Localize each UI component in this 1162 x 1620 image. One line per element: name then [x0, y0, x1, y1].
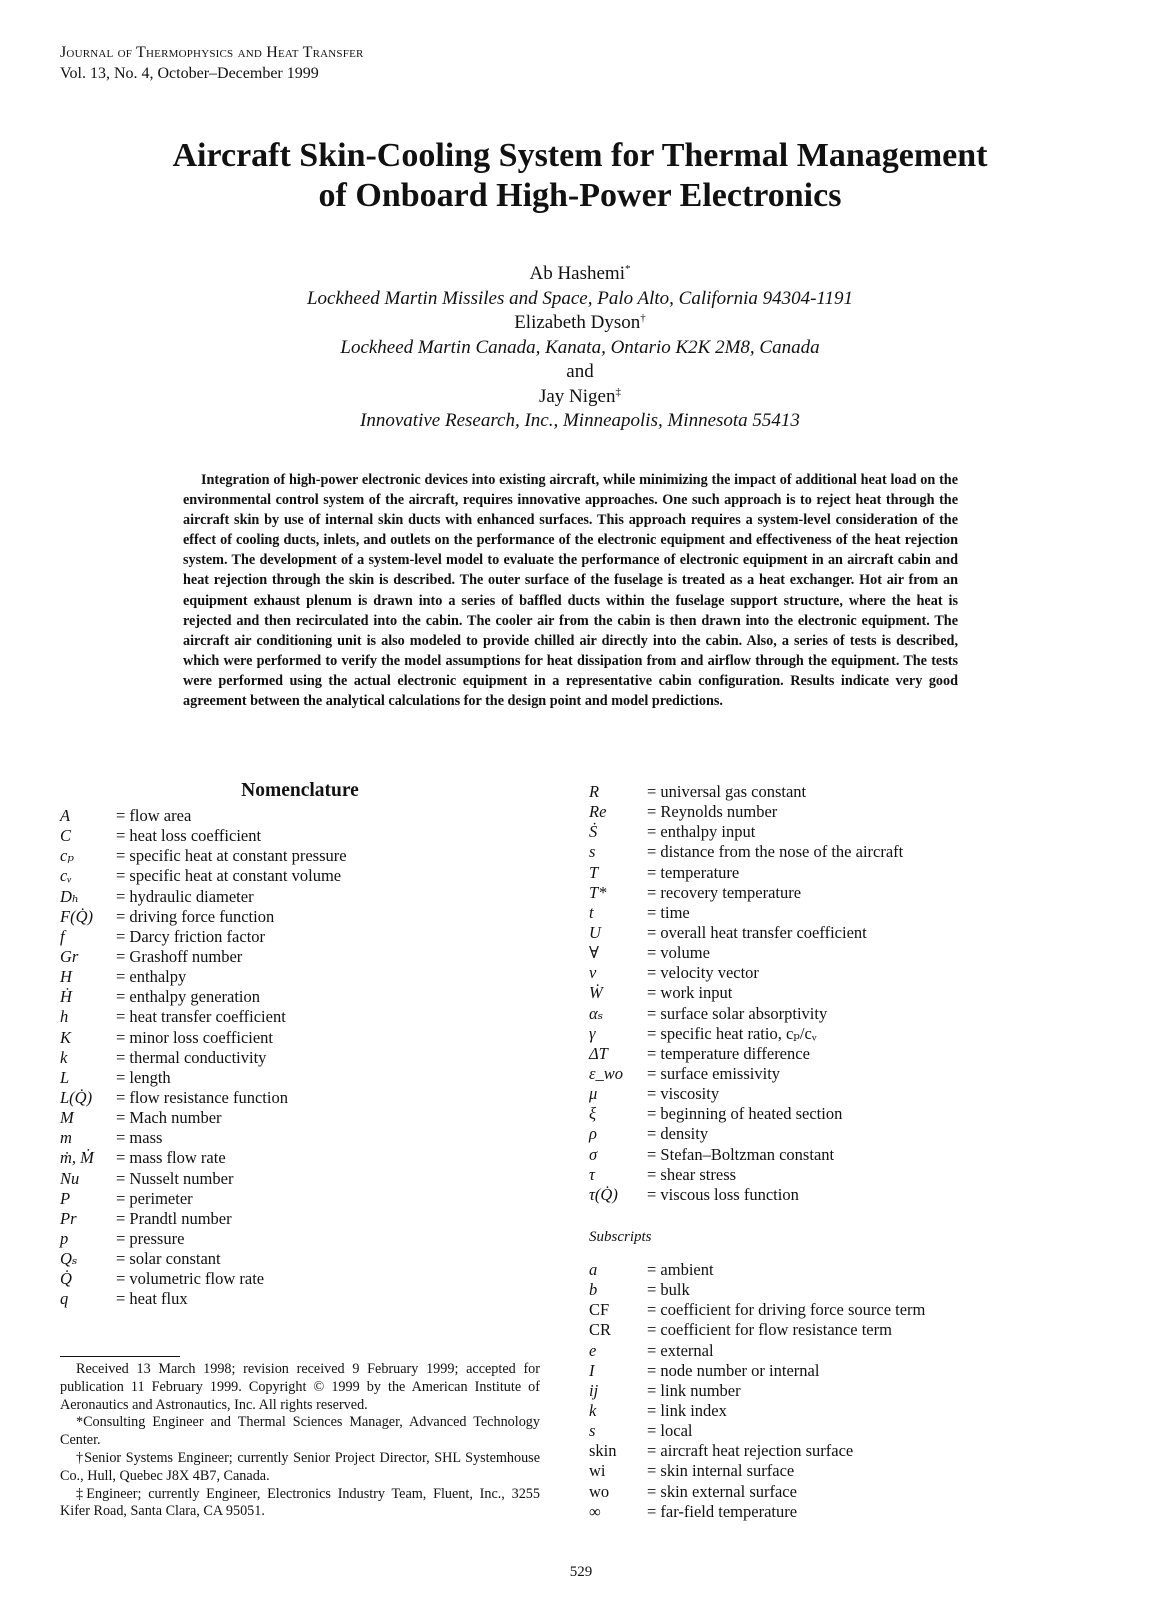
nomenclature-row	[589, 963, 1089, 983]
nomenclature-definition: = enthalpy	[116, 967, 187, 987]
nomenclature-left-list	[60, 806, 550, 1310]
nomenclature-symbol: T	[589, 862, 599, 882]
nomenclature-symbol: ε_wo	[589, 1063, 624, 1083]
nomenclature-row	[589, 1084, 1089, 1104]
nomenclature-row	[589, 1145, 1089, 1165]
nomenclature-definition: = beginning of heated section	[647, 1104, 843, 1124]
nomenclature-symbol: U	[589, 922, 601, 942]
nomenclature-row	[60, 866, 550, 886]
nomenclature-row	[60, 1209, 550, 1229]
nomenclature-row	[589, 943, 1089, 963]
nomenclature-row	[589, 1044, 1089, 1064]
nomenclature-symbol: L	[60, 1067, 70, 1087]
nomenclature-row	[589, 1502, 1089, 1522]
nomenclature-definition: = velocity vector	[647, 963, 759, 983]
nomenclature-definition: = surface solar absorptivity	[647, 1003, 828, 1023]
nomenclature-definition: = Stefan–Boltzman constant	[647, 1144, 835, 1164]
nomenclature-row	[589, 1401, 1089, 1421]
nomenclature-symbol: M	[60, 1108, 74, 1128]
author-block	[60, 262, 1100, 434]
nomenclature-symbol: H	[60, 967, 72, 987]
nomenclature-symbol: b	[589, 1280, 598, 1300]
nomenclature-definition: = mass flow rate	[116, 1148, 226, 1168]
nomenclature-symbol: Re	[589, 802, 607, 822]
footnote-rule	[60, 1356, 180, 1357]
author-1	[60, 262, 1100, 287]
nomenclature-symbol: L(Q̇)	[60, 1087, 93, 1107]
nomenclature-symbol: P	[60, 1188, 71, 1208]
nomenclature-row	[60, 947, 550, 967]
subscripts-list	[589, 1260, 1089, 1522]
nomenclature-row	[589, 1421, 1089, 1441]
nomenclature-row	[589, 1341, 1089, 1361]
nomenclature-definition: = volume	[647, 943, 710, 963]
nomenclature-row	[60, 1169, 550, 1189]
nomenclature-definition: = node number or internal	[647, 1360, 820, 1380]
nomenclature-definition: = distance from the nose of the aircraft	[647, 842, 904, 862]
nomenclature-symbol: R	[589, 782, 600, 801]
nomenclature-symbol: t	[589, 902, 594, 922]
nomenclature-definition: = link number	[647, 1380, 741, 1400]
nomenclature-row	[589, 1260, 1089, 1280]
nomenclature-symbol: ξ	[589, 1104, 597, 1124]
nomenclature-row	[589, 1024, 1089, 1044]
nomenclature-row	[589, 1482, 1089, 1502]
nomenclature-row	[589, 1320, 1089, 1340]
nomenclature-symbol: ρ	[589, 1124, 597, 1144]
nomenclature-definition: = shear stress	[647, 1164, 737, 1184]
nomenclature-definition: = recovery temperature	[647, 882, 802, 902]
nomenclature-definition: = volumetric flow rate	[116, 1269, 265, 1289]
nomenclature-row	[60, 1289, 550, 1309]
nomenclature-symbol: a	[589, 1260, 598, 1279]
footnotes	[60, 1361, 540, 1521]
nomenclature-symbol: Nu	[60, 1168, 80, 1188]
nomenclature-symbol: wi	[589, 1461, 606, 1481]
title-line-1: Aircraft Skin-Cooling System for Thermal Management	[172, 137, 988, 174]
footnote-author-2: †Senior Systems Engineer; currently Senior Project Director, SHL Systemhouse Co., Hull, Quebec J8X 4B7, Canada.	[60, 1449, 540, 1484]
title-line-2: of Onboard High-Power Electronics	[318, 177, 842, 214]
journal-header	[60, 42, 364, 84]
nomenclature-symbol: τ(Q̇)	[589, 1184, 618, 1204]
nomenclature-row	[589, 1004, 1089, 1024]
nomenclature-definition: = work input	[647, 983, 733, 1003]
nomenclature-definition: = viscous loss function	[647, 1184, 799, 1204]
nomenclature-row	[60, 887, 550, 907]
affiliation-1: Lockheed Martin Missiles and Space, Palo Alto, California 94304-1191	[306, 287, 854, 309]
nomenclature-symbol: T*	[589, 882, 607, 902]
nomenclature-row	[589, 1064, 1089, 1084]
nomenclature-definition: = solar constant	[116, 1249, 221, 1269]
nomenclature-symbol: v	[589, 963, 597, 983]
nomenclature-definition: = temperature difference	[647, 1043, 810, 1063]
nomenclature-symbol: q	[60, 1289, 69, 1309]
nomenclature-row	[589, 842, 1089, 862]
nomenclature-symbol: μ	[589, 1084, 598, 1104]
nomenclature-symbol: ΔT	[589, 1043, 608, 1063]
author-name: Jay Nigen	[538, 385, 616, 407]
nomenclature-row	[60, 846, 550, 866]
nomenclature-symbol: Dₕ	[60, 886, 80, 906]
nomenclature-definition: = surface emissivity	[647, 1063, 781, 1083]
affiliation-2: Lockheed Martin Canada, Kanata, Ontario K2K 2M8, Canada	[340, 336, 820, 358]
nomenclature-row	[60, 1249, 550, 1269]
nomenclature-symbol: cₚ	[60, 846, 74, 866]
nomenclature-definition: = enthalpy generation	[116, 987, 261, 1007]
nomenclature-symbol: ∞	[589, 1501, 601, 1521]
author-mark: †	[640, 312, 646, 324]
nomenclature-symbol: σ	[589, 1144, 598, 1164]
abstract: Integration of high-power electronic devices into existing aircraft, while minimizing the impact of additional heat load on the environmental control system of the aircraft, requires innovative approaches. One such approach is to reject heat through the aircraft skin by use of internal skin ducts with enhanced surfaces. This approach requires a system-level consideration of the effect of cooling ducts, inlets, and outlets on the performance of the electronic equipment and effectiveness of the heat rejection system. The development of a system-level model to evaluate the performance of electronic equipment in an aircraft cabin and heat rejection through the skin is described. The outer surface of the fuselage is treated as a heat exchanger. Hot air from an equipment exhaust plenum is drawn into a series of baffled ducts within the fuselage support structure, where the heat is rejected and then recirculated into the cabin. The cooler air from the cabin is then drawn into the electronic equipment. The aircraft air conditioning unit is also modeled to provide chilled air directly into the cabin. Also, a series of tests is described, which were performed to verify the model assumptions for heat dissipation from and airflow through the equipment. The tests were performed using the actual electronic equipment in a representative cabin configuration. Results indicate very good agreement between the analytical calculations for the design point and model predictions.	[183, 472, 958, 710]
nomenclature-definition: = flow resistance function	[116, 1087, 288, 1107]
author-3	[60, 385, 1100, 410]
nomenclature-symbol: C	[60, 826, 72, 846]
nomenclature-row	[589, 903, 1089, 923]
nomenclature-definition: = skin internal surface	[647, 1461, 795, 1481]
nomenclature-row	[589, 1300, 1089, 1320]
nomenclature-definition: = heat flux	[116, 1289, 188, 1309]
footnote-received: Received 13 March 1998; revision received 9 February 1999; accepted for publication 11 February 1999. Copyright © 1999 by the American Institute of Aeronautics and Astronautics, Inc. All rights reserved.	[60, 1361, 540, 1413]
nomenclature-row	[589, 1165, 1089, 1185]
nomenclature-right-list	[589, 782, 1089, 1205]
nomenclature-row	[60, 1189, 550, 1209]
author-name: Ab Hashemi	[529, 263, 625, 284]
author-mark: *	[625, 263, 631, 275]
nomenclature-symbol: γ	[589, 1023, 596, 1043]
nomenclature-definition: = length	[116, 1067, 171, 1087]
nomenclature-symbol: Ṡ	[589, 822, 598, 842]
author-2	[60, 311, 1100, 336]
journal-name: Journal of Thermophysics and Heat Transfer	[60, 44, 364, 61]
nomenclature-symbol: ij	[589, 1380, 599, 1400]
nomenclature-definition: = external	[647, 1340, 714, 1360]
nomenclature-definition: = Mach number	[116, 1108, 222, 1128]
nomenclature-definition: = enthalpy input	[647, 822, 756, 842]
nomenclature-symbol: ṁ, Ṁ	[60, 1148, 94, 1168]
nomenclature-symbol: τ	[589, 1164, 595, 1184]
nomenclature-definition: = link index	[647, 1400, 727, 1420]
footnote-author-1: *Consulting Engineer and Thermal Sciences Manager, Advanced Technology Center.	[60, 1414, 540, 1449]
nomenclature-row	[60, 967, 550, 987]
nomenclature-row	[589, 1361, 1089, 1381]
nomenclature-row	[60, 1088, 550, 1108]
nomenclature-definition: = aircraft heat rejection surface	[647, 1441, 854, 1461]
nomenclature-row	[60, 1007, 550, 1027]
nomenclature-definition: = local	[647, 1421, 693, 1441]
nomenclature-definition: = perimeter	[116, 1188, 193, 1208]
nomenclature-row	[589, 1381, 1089, 1401]
nomenclature-definition: = specific heat at constant pressure	[116, 846, 347, 866]
nomenclature-definition: = thermal conductivity	[116, 1047, 267, 1067]
nomenclature-row	[589, 1441, 1089, 1461]
nomenclature-symbol: Ẇ	[589, 983, 603, 1003]
nomenclature-symbol: f	[60, 926, 65, 946]
nomenclature-row	[589, 863, 1089, 883]
nomenclature-definition: = density	[647, 1124, 709, 1144]
nomenclature-definition: = driving force function	[116, 906, 275, 926]
nomenclature-row	[60, 987, 550, 1007]
nomenclature-definition: = overall heat transfer coefficient	[647, 922, 867, 942]
nomenclature-row	[589, 883, 1089, 903]
nomenclature-symbol: skin	[589, 1441, 617, 1461]
nomenclature-symbol: Ḣ	[60, 987, 72, 1007]
nomenclature-symbol: k	[60, 1047, 68, 1067]
nomenclature-row	[60, 1108, 550, 1128]
nomenclature-symbol: Qₛ	[60, 1249, 78, 1269]
nomenclature-definition: = ambient	[647, 1260, 714, 1279]
nomenclature-definition: = coefficient for flow resistance term	[647, 1320, 892, 1340]
subscripts-heading: Subscripts	[589, 1229, 652, 1245]
nomenclature-symbol: h	[60, 1007, 69, 1027]
nomenclature-row	[60, 1048, 550, 1068]
nomenclature-row	[60, 907, 550, 927]
nomenclature-definition: = coefficient for driving force source term	[647, 1300, 926, 1320]
nomenclature-symbol: cᵥ	[60, 866, 72, 886]
nomenclature-symbol: wo	[589, 1481, 610, 1501]
nomenclature-symbol: s	[589, 842, 596, 862]
nomenclature-row	[60, 927, 550, 947]
nomenclature-symbol: αₛ	[589, 1003, 604, 1023]
nomenclature-definition: = specific heat at constant volume	[116, 866, 342, 886]
nomenclature-definition: = Prandtl number	[116, 1208, 232, 1228]
nomenclature-definition: = bulk	[647, 1280, 690, 1300]
nomenclature-definition: = far-field temperature	[647, 1501, 798, 1521]
nomenclature-row	[60, 1148, 550, 1168]
nomenclature-definition: = heat loss coefficient	[116, 826, 262, 846]
author-name: Elizabeth Dyson	[514, 312, 641, 333]
nomenclature-row	[60, 1128, 550, 1148]
nomenclature-row	[589, 1124, 1089, 1144]
nomenclature-row	[589, 923, 1089, 943]
nomenclature-symbol: Pr	[60, 1208, 77, 1228]
nomenclature-row	[589, 1280, 1089, 1300]
nomenclature-row	[589, 802, 1089, 822]
nomenclature-symbol: e	[589, 1340, 597, 1360]
nomenclature-definition: = pressure	[116, 1228, 185, 1248]
nomenclature-definition: = flow area	[116, 806, 192, 825]
nomenclature-definition: = hydraulic diameter	[116, 886, 254, 906]
nomenclature-symbol: I	[589, 1360, 595, 1380]
volume-line: Vol. 13, No. 4, October–December 1999	[60, 65, 319, 82]
nomenclature-symbol: m	[60, 1128, 72, 1148]
and-word: and	[566, 361, 594, 382]
nomenclature-heading: Nomenclature	[241, 780, 359, 801]
nomenclature-symbol: CR	[589, 1320, 612, 1340]
nomenclature-symbol: ∀	[589, 943, 599, 963]
nomenclature-row	[589, 1461, 1089, 1481]
nomenclature-row	[589, 782, 1089, 802]
nomenclature-symbol: F(Q̇)	[60, 906, 93, 926]
nomenclature-definition: = specific heat ratio, cₚ/cᵥ	[647, 1023, 817, 1043]
page-number: 529	[569, 1564, 593, 1580]
nomenclature-definition: = minor loss coefficient	[116, 1027, 274, 1047]
nomenclature-definition: = Darcy friction factor	[116, 926, 266, 946]
nomenclature-symbol: p	[60, 1228, 69, 1248]
nomenclature-definition: = Grashoff number	[116, 946, 243, 966]
nomenclature-row	[60, 1028, 550, 1048]
nomenclature-symbol: s	[589, 1421, 596, 1441]
nomenclature-definition: = temperature	[647, 862, 740, 882]
nomenclature-definition: = Reynolds number	[647, 802, 778, 822]
nomenclature-symbol: Q̇	[60, 1269, 72, 1289]
author-mark: ‡	[615, 385, 621, 398]
nomenclature-row	[589, 1104, 1089, 1124]
nomenclature-symbol: K	[60, 1027, 72, 1047]
nomenclature-definition: = mass	[116, 1128, 163, 1148]
nomenclature-row	[589, 1185, 1089, 1205]
nomenclature-definition: = heat transfer coefficient	[116, 1007, 286, 1027]
nomenclature-symbol: Gr	[60, 946, 79, 966]
nomenclature-row	[60, 826, 550, 846]
footnote-author-3: ‡Engineer; currently Engineer, Electronics Industry Team, Fluent, Inc., 3255 Kifer Road, Santa Clara, CA 95051.	[60, 1485, 540, 1520]
nomenclature-symbol: A	[60, 806, 71, 825]
nomenclature-symbol: CF	[589, 1300, 610, 1320]
nomenclature-symbol: k	[589, 1400, 597, 1420]
nomenclature-row	[60, 1269, 550, 1289]
affiliation-3: Innovative Research, Inc., Minneapolis, Minnesota 55413	[360, 410, 800, 431]
nomenclature-row	[589, 822, 1089, 842]
nomenclature-definition: = time	[647, 902, 690, 922]
nomenclature-definition: = viscosity	[647, 1084, 720, 1104]
nomenclature-definition: = skin external surface	[647, 1481, 797, 1501]
nomenclature-definition: = Nusselt number	[116, 1168, 234, 1188]
nomenclature-row	[589, 983, 1089, 1003]
article-title	[60, 136, 1100, 216]
nomenclature-row	[60, 1068, 550, 1088]
nomenclature-definition: = universal gas constant	[647, 782, 807, 801]
nomenclature-row	[60, 1229, 550, 1249]
nomenclature-row	[60, 806, 550, 826]
